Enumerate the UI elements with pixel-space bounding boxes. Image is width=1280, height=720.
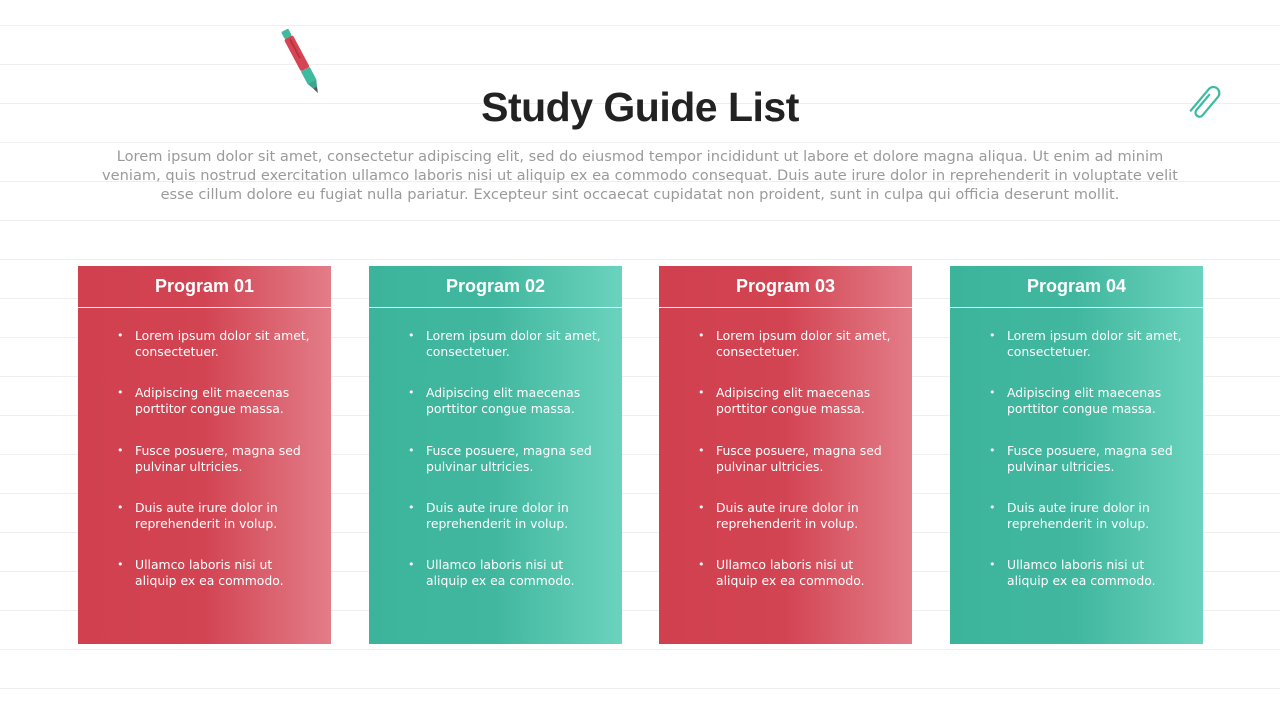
program-list-item: • Lorem ipsum dolor sit amet, consectetuer. (1007, 328, 1187, 360)
program-card-03 (659, 266, 912, 644)
program-list-item: • Lorem ipsum dolor sit amet, consectetuer. (426, 328, 606, 360)
program-card-title: Program 01 (78, 266, 331, 308)
program-list-item: • Duis aute irure dolor in reprehenderit in volup. (1007, 500, 1187, 532)
program-list-item: • Duis aute irure dolor in reprehenderit in volup. (135, 500, 315, 532)
program-list-item: • Ullamco laboris nisi ut aliquip ex ea commodo. (135, 557, 315, 589)
rule-line (0, 220, 1280, 221)
rule-line (0, 259, 1280, 260)
program-card-title: Program 04 (950, 266, 1203, 308)
program-list-item: • Adipiscing elit maecenas porttitor congue massa. (1007, 385, 1187, 417)
program-list-item: • Ullamco laboris nisi ut aliquip ex ea commodo. (1007, 557, 1187, 589)
page-subtitle: Lorem ipsum dolor sit amet, consectetur adipiscing elit, sed do eiusmod tempor incididunt ut labore et dolore magna aliqua. Ut enim ad minim veniam, quis nostrud exercitation ullamco laboris nisi ut aliquip ex ea commodo consequat. Duis aute irure dolor in reprehenderit in voluptate velit esse cillum dolore eu fugiat nulla pariatur. Excepteur sint occaecat cupidatat non proident, sunt in culpa qui officia deserunt mollit. (102, 148, 1178, 203)
rule-line (0, 64, 1280, 65)
program-list-item: • Adipiscing elit maecenas porttitor congue massa. (716, 385, 896, 417)
rule-line (0, 25, 1280, 26)
program-card-title: Program 02 (369, 266, 622, 308)
program-list-item: • Lorem ipsum dolor sit amet, consectetuer. (716, 328, 896, 360)
program-list-item: • Duis aute irure dolor in reprehenderit in volup. (426, 500, 606, 532)
program-list-item: • Ullamco laboris nisi ut aliquip ex ea commodo. (426, 557, 606, 589)
program-list-item: • Duis aute irure dolor in reprehenderit in volup. (716, 500, 896, 532)
program-list-item: • Fusce posuere, magna sed pulvinar ultricies. (1007, 443, 1187, 475)
rule-line (0, 649, 1280, 650)
program-list-item: • Fusce posuere, magna sed pulvinar ultricies. (135, 443, 315, 475)
program-card-02 (369, 266, 622, 644)
program-list-item: • Fusce posuere, magna sed pulvinar ultricies. (426, 443, 606, 475)
program-list-item: • Ullamco laboris nisi ut aliquip ex ea commodo. (716, 557, 896, 589)
program-list-item: • Fusce posuere, magna sed pulvinar ultricies. (716, 443, 896, 475)
rule-line (0, 688, 1280, 689)
program-card-04 (950, 266, 1203, 644)
program-list-item: • Adipiscing elit maecenas porttitor congue massa. (426, 385, 606, 417)
rule-line (0, 142, 1280, 143)
program-card-01 (78, 266, 331, 644)
page-title: Study Guide List (481, 84, 799, 130)
program-list-item: • Adipiscing elit maecenas porttitor congue massa. (135, 385, 315, 417)
program-card-title: Program 03 (659, 266, 912, 308)
program-list-item: • Lorem ipsum dolor sit amet, consectetuer. (135, 328, 315, 360)
